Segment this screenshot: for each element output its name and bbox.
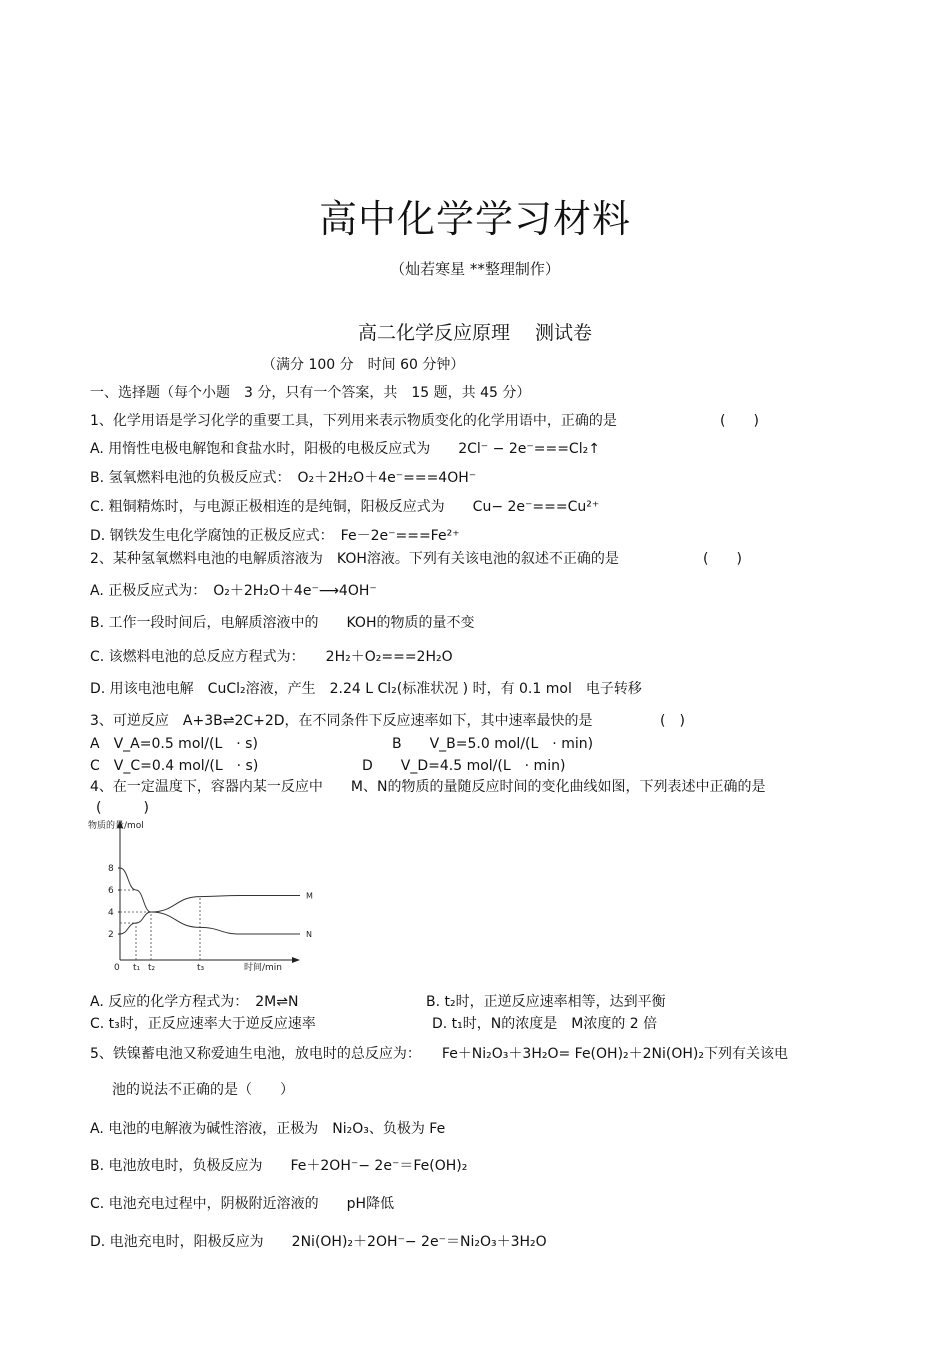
q1-option-a: A. 用惰性电极电解饱和食盐水时，阳极的电极反应式为 2Cl⁻ − 2e⁻===Cl₂↑ bbox=[90, 441, 600, 457]
exam-title: 高二化学反应原理 测试卷 bbox=[357, 322, 593, 344]
y-tick-label: 8 bbox=[108, 864, 114, 874]
q5-option-d: D. 电池充电时，阳极反应为 2Ni(OH)₂＋2OH⁻− 2e⁻＝Ni₂O₃＋3H₂O bbox=[90, 1234, 547, 1250]
q4-option-b: B. t₂时，正逆反应速率相等，达到平衡 bbox=[426, 994, 666, 1010]
q3-option-a: A V_A=0.5 mol/(L · s) bbox=[90, 736, 258, 752]
q1-option-d: D. 钢铁发生电化学腐蚀的正极反应式： Fe－2e⁻===Fe²⁺ bbox=[90, 528, 460, 544]
q4-option-a: A. 反应的化学方程式为： 2M⇌N bbox=[90, 994, 299, 1010]
q5-option-a: A. 电池的电解液为碱性溶液，正极为 Ni₂O₃、负极为 Fe bbox=[90, 1121, 446, 1137]
origin-label: 0 bbox=[114, 963, 120, 973]
q2-option-a: A. 正极反应式为： O₂＋2H₂O＋4e⁻⟶4OH⁻ bbox=[90, 583, 377, 599]
x-axis-arrow bbox=[292, 957, 300, 963]
section-heading: 一、选择题（每个小题 3 分，只有一个答案，共 15 题，共 45 分） bbox=[90, 385, 531, 401]
x-tick-label: t₂ bbox=[148, 963, 156, 973]
y-axis-label: 物质的量/mol bbox=[88, 821, 144, 831]
q5-stem: 5、铁镍蓄电池又称爱迪生电池，放电时的总反应为： Fe＋Ni₂O₃＋3H₂O= Fe(OH)₂＋2Ni(OH)₂下列有关该电 bbox=[90, 1046, 788, 1062]
series-n-label: N bbox=[306, 930, 312, 939]
q1-option-b: B. 氢氧燃料电池的负极反应式： O₂＋2H₂O＋4e⁻===4OH⁻ bbox=[90, 470, 477, 486]
q2-option-b: B. 工作一段时间后，电解质溶液中的 KOH的物质的量不变 bbox=[90, 615, 475, 631]
q2-stem: 2、某种氢氧燃料电池的电解质溶液为 KOH溶液。下列有关该电池的叙述不正确的是 bbox=[90, 551, 619, 567]
page-subtitle: （灿若寒星 **整理制作） bbox=[390, 260, 560, 278]
q3-option-c: C V_C=0.4 mol/(L · s) bbox=[90, 758, 259, 774]
q4-paren: ( ) bbox=[96, 800, 149, 816]
x-axis-label: 时间/min bbox=[244, 963, 283, 973]
q3-option-b: B V_B=5.0 mol/(L · min) bbox=[392, 736, 594, 752]
page-title: 高中化学学习材料 bbox=[318, 197, 631, 241]
q5-option-b: B. 电池放电时，负极反应为 Fe＋2OH⁻− 2e⁻＝Fe(OH)₂ bbox=[90, 1158, 468, 1174]
exam-info: （满分 100 分 时间 60 分钟） bbox=[262, 357, 465, 373]
q4-stem: 4、在一定温度下，容器内某一反应中 M、N的物质的量随反应时间的变化曲线如图，下列表述中正确的是 bbox=[90, 779, 766, 795]
q4-option-d: D. t₁时，N的浓度是 M浓度的 2 倍 bbox=[432, 1016, 658, 1032]
x-tick-label: t₁ bbox=[133, 963, 141, 973]
q3-paren: ( ) bbox=[660, 713, 685, 729]
mn-amount-chart bbox=[86, 816, 313, 973]
y-tick-label: 6 bbox=[108, 886, 114, 896]
q3-stem: 3、可逆反应 A+3B⇌2C+2D，在不同条件下反应速率如下，其中速率最快的是 bbox=[90, 713, 593, 729]
q4-option-c: C. t₃时，正反应速率大于逆反应速率 bbox=[90, 1016, 316, 1032]
q5-stem-continued: 池的说法不正确的是（ ） bbox=[112, 1082, 294, 1098]
q1-stem: 1、化学用语是学习化学的重要工具，下列用来表示物质变化的化学用语中，正确的是 bbox=[90, 413, 617, 429]
y-tick-label: 2 bbox=[108, 930, 114, 940]
series-m-label: M bbox=[306, 891, 313, 901]
q3-option-d: D V_D=4.5 mol/(L · min) bbox=[362, 758, 566, 774]
y-tick-label: 4 bbox=[108, 908, 114, 918]
q1-paren: ( ) bbox=[720, 413, 759, 429]
q2-option-c: C. 该燃料电池的总反应方程式为： 2H₂＋O₂===2H₂O bbox=[90, 649, 453, 665]
x-tick-label: t₃ bbox=[197, 963, 205, 973]
q1-option-c: C. 粗铜精炼时，与电源正极相连的是纯铜，阳极反应式为 Cu− 2e⁻===Cu²⁺ bbox=[90, 499, 600, 515]
series-n-line bbox=[120, 868, 300, 934]
q2-option-d: D. 用该电池电解 CuCl₂溶液，产生 2.24 L Cl₂(标准状况 ) 时，有 0.1 mol 电子转移 bbox=[90, 681, 642, 697]
q2-paren: ( ) bbox=[703, 551, 742, 567]
q5-option-c: C. 电池充电过程中，阴极附近溶液的 pH降低 bbox=[90, 1196, 395, 1212]
